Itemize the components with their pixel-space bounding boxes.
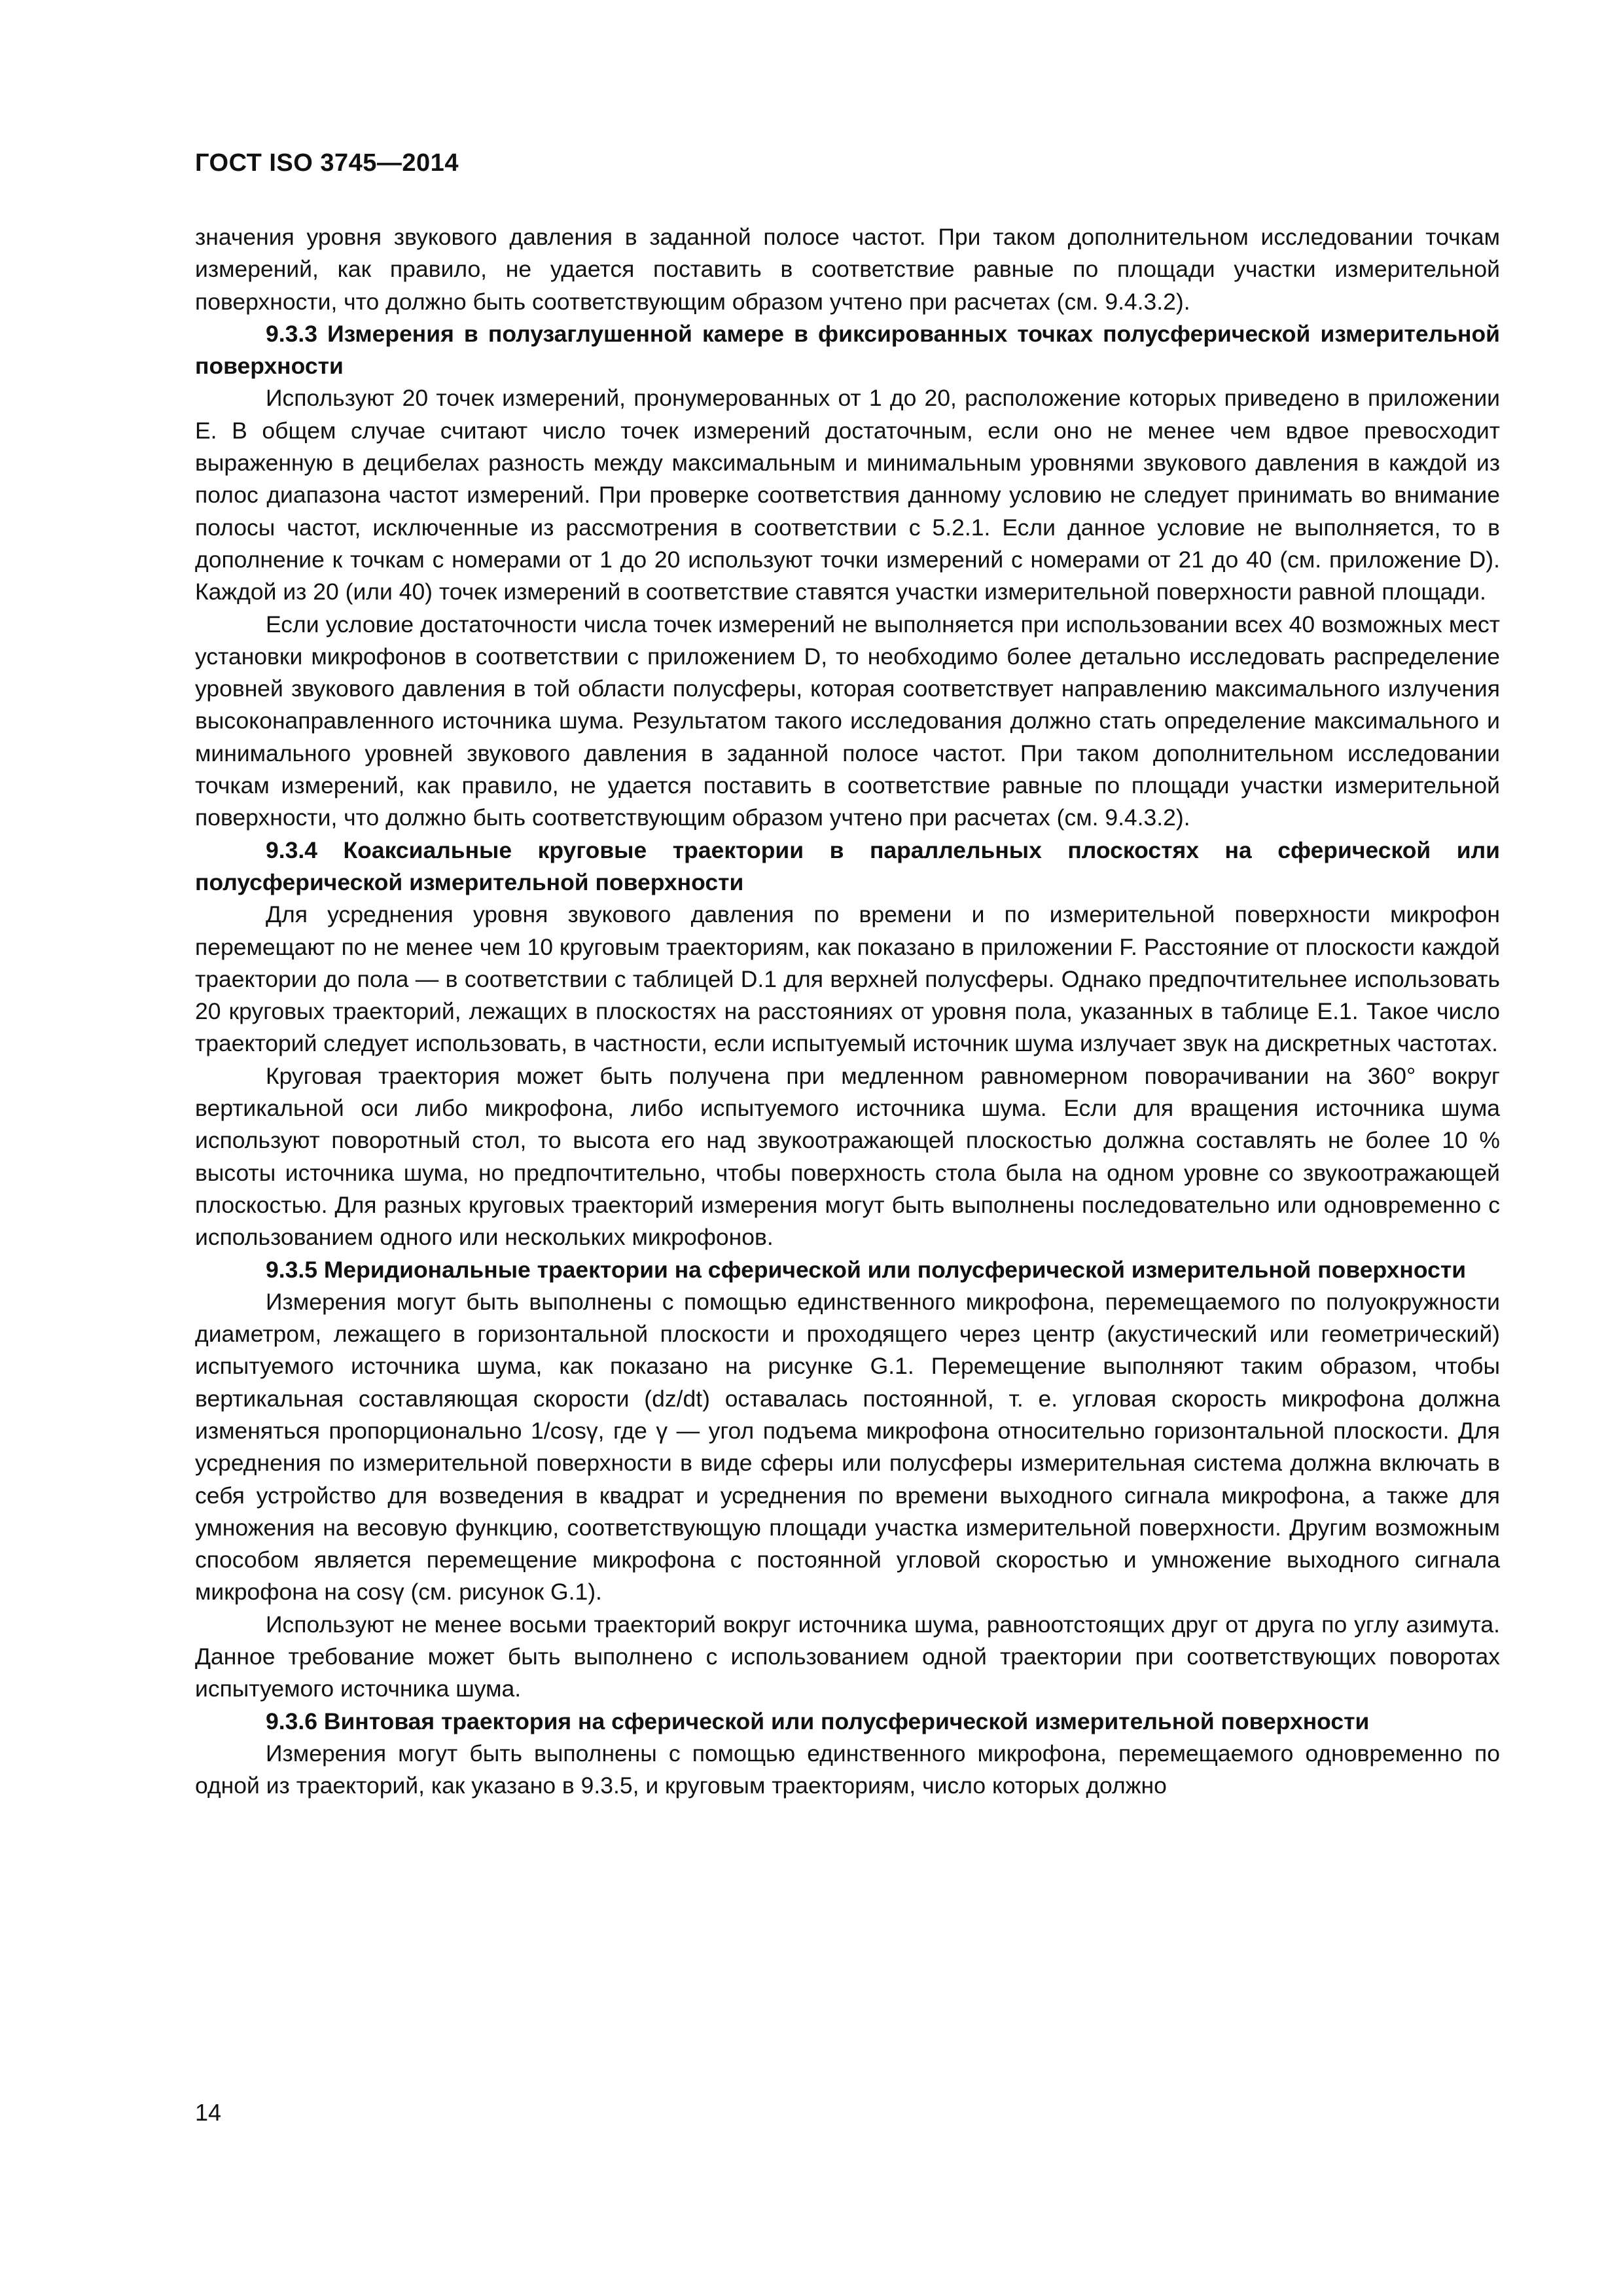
section-heading-9-3-4: 9.3.4 Коаксиальные круговые траектории в параллельных плоскостях на сферической или полусферической измерительной поверхности	[195, 836, 1500, 895]
paragraph: Измерения могут быть выполнены с помощью единственного микрофона, перемещаемого по полуокружности диаметром, лежащего в горизонтальной плоскости и проходящего через центр (акустический или геометрический) испытуемого источника шума, как показано на рисунке G.1. Перемещение выполняют таким образом, чтобы вертикальная составляющая скорости (dz/dt) оставалась постоянной, т. е. угловая скорость микрофона должна изменяться пропорционально 1/cosγ, где γ — угол подъема микрофона относительно горизонтальной плоскости. Для усреднения по измерительной поверхности в виде сферы или полусферы измерительная система должна включать в себя устройство для возведения в квадрат и усреднения по времени выходного сигнала микрофона, а также для умножения на весовую функцию, соответствующую площади участка измерительной поверхности. Другим возможным способом является перемещение микрофона с постоянной угловой скоростью и умножение выходного сигнала микрофона на cosγ (см. рисунок G.1).	[195, 1288, 1500, 1605]
document-code-header: ГОСТ ISO 3745—2014	[195, 149, 459, 177]
page-number: 14	[195, 2099, 222, 2126]
paragraph: Используют не менее восьми траекторий вокруг источника шума, равноотстоящих друг от друга по углу азимута. Данное требование может быть выполнено с использованием одной траектории при соответствующих поворотах испытуемого источника шума.	[195, 1611, 1500, 1702]
paragraph: Если условие достаточности числа точек измерений не выполняется при использовании всех 40 возможных мест установки микрофонов в соответствии с приложением D, то необходимо более детально исследовать распределение уровней звукового давления в той области полусферы, которая соответствует направлению максимального излучения высоконаправленного источника шума. Результатом такого исследования должно стать определение максимального и минимального уровней звукового давления в заданной полосе частот. При таком дополнительном исследовании точкам измерений, как правило, не удается поставить в соответствие равные по площади участки измерительной поверхности, что должно быть соответствующим образом учтено при расчетах (см. 9.4.3.2).	[195, 611, 1500, 831]
paragraph: Круговая траектория может быть получена при медленном равномерном поворачивании на 360° вокруг вертикальной оси либо микрофона, либо испытуемого источника шума. Если для вращения источника шума используют поворотный стол, то высота его над звукоотражающей плоскостью должна составлять не более 10 % высоты источника шума, но предпочтительно, чтобы поверхность стола была на одном уровне со звукоотражающей плоскостью. Для разных круговых траекторий измерения могут быть выполнены последовательно или одновременно с использованием одного или нескольких микрофонов.	[195, 1062, 1500, 1251]
paragraph: Измерения могут быть выполнены с помощью единственного микрофона, перемещаемого одновременно по одной из траекторий, как указано в 9.3.5, и круговым траекториям, число которых должно	[195, 1740, 1500, 1799]
section-heading-9-3-3: 9.3.3 Измерения в полузаглушенной камере в фиксированных точках полусферической измерительной поверхности	[195, 320, 1500, 380]
paragraph: Используют 20 точек измерений, пронумерованных от 1 до 20, расположение которых приведено в приложении E. В общем случае считают число точек измерений достаточным, если оно не менее чем вдвое превосходит выраженную в децибелах разность между максимальным и минимальным уровнями звукового давления в каждой из полос диапазона частот измерений. При проверке соответствия данному условию не следует принимать во внимание полосы частот, исключенные из рассмотрения в соответствии с 5.2.1. Если данное условие не выполняется, то в дополнение к точкам с номерами от 1 до 20 используют точки измерений с номерами от 21 до 40 (см. приложение D). Каждой из 20 (или 40) точек измерений в соответствие ставятся участки измерительной поверхности равной площади.	[195, 385, 1500, 605]
paragraph: Для усреднения уровня звукового давления по времени и по измерительной поверхности микрофон перемещают по не менее чем 10 круговым траекториям, как показано в приложении F. Расстояние от плоскости каждой траектории до пола — в соответствии с таблицей D.1 для верхней полусферы. Однако предпочтительнее использовать 20 круговых траекторий, лежащих в плоскостях на расстояниях от уровня пола, указанных в таблице E.1. Такое число траекторий следует использовать, в частности, если испытуемый источник шума излучает звук на дискретных частотах.	[195, 901, 1500, 1057]
section-heading-9-3-5: 9.3.5 Меридиональные траектории на сферической или полусферической измерительной поверхности	[266, 1256, 1467, 1283]
paragraph-continuation: значения уровня звукового давления в заданной полосе частот. При таком дополнительном исследовании точкам измерений, как правило, не удается поставить в соответствие равные по площади участки измерительной поверхности, что должно быть соответствующим образом учтено при расчетах (см. 9.4.3.2).	[195, 224, 1500, 315]
document-body	[195, 221, 1500, 1803]
section-heading-9-3-6: 9.3.6 Винтовая траектория на сферической или полусферической измерительной поверхности	[266, 1708, 1370, 1734]
